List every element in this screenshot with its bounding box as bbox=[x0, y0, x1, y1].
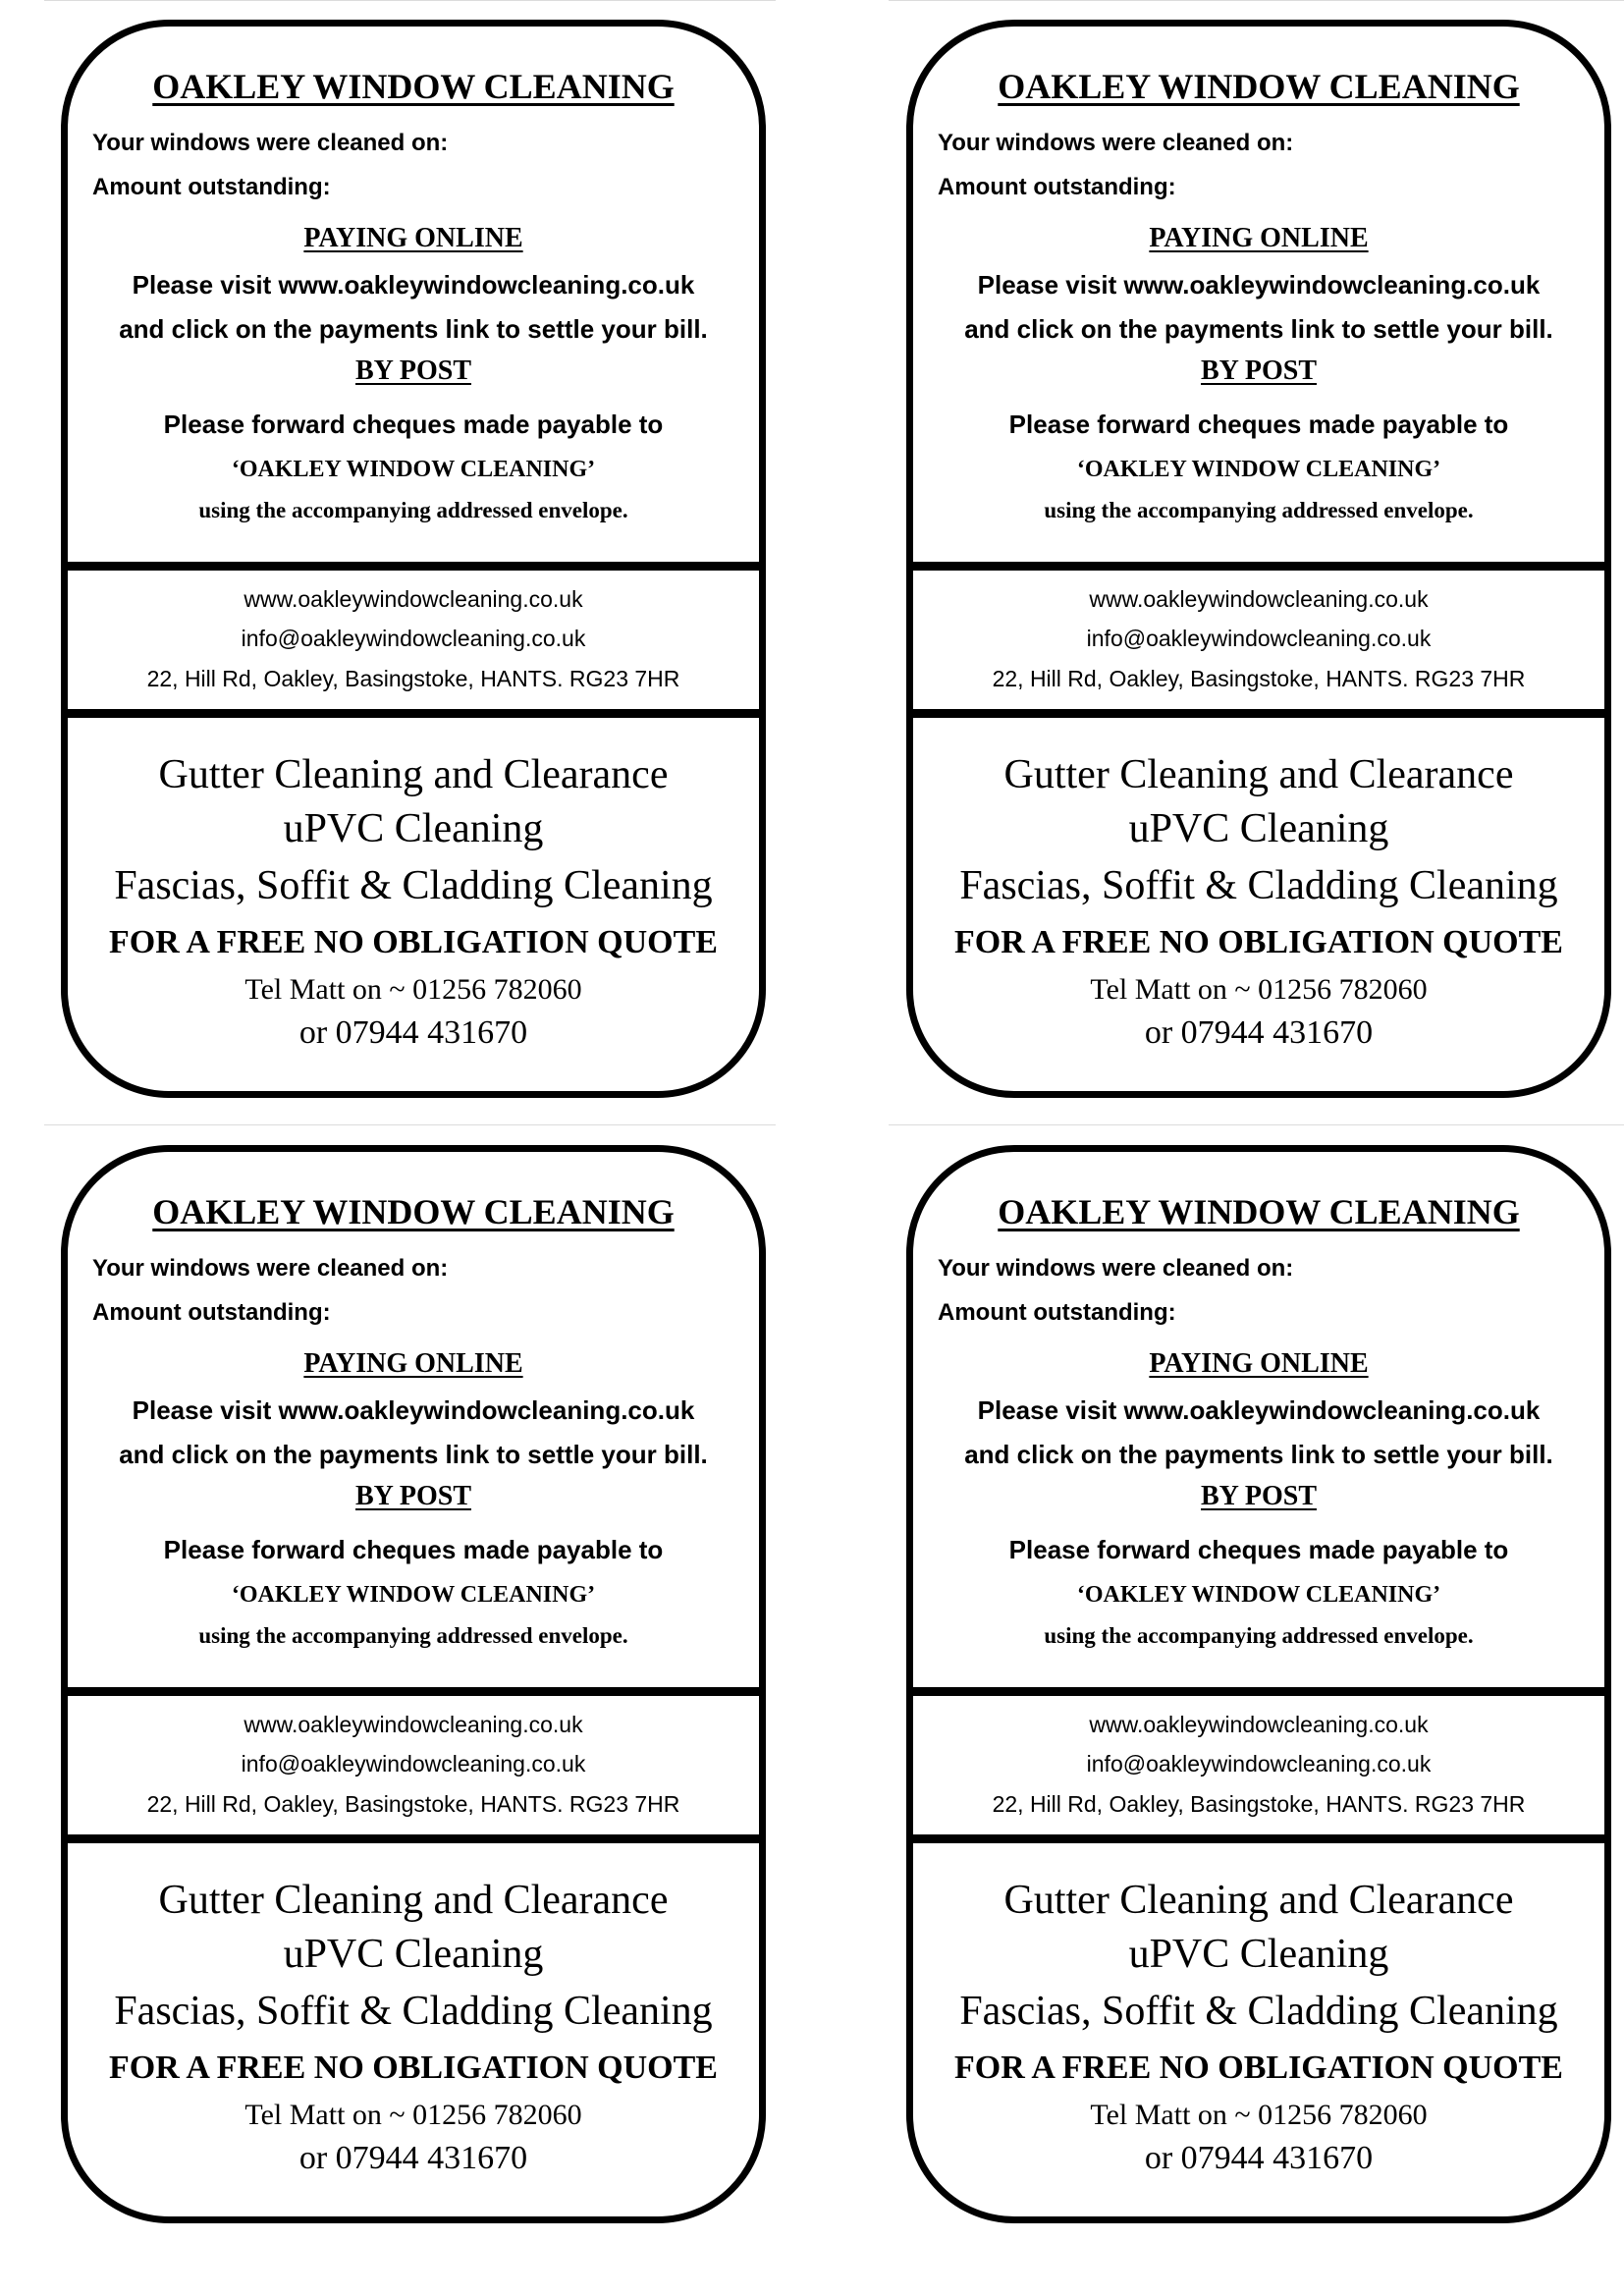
services-section bbox=[68, 718, 759, 1091]
contact-section bbox=[913, 1696, 1604, 1834]
cleaned-on-label: Your windows were cleaned on: bbox=[938, 1255, 1294, 1282]
online-instructions-line1: Please visit www.oakleywindowcleaning.co.uk bbox=[977, 1395, 1541, 1425]
service-gutter-cleaning: Gutter Cleaning and Clearance bbox=[1003, 1878, 1514, 1923]
online-instructions-line2: and click on the payments link to settle your bill. bbox=[119, 1440, 708, 1469]
payee-name: ‘OAKLEY WINDOW CLEANING’ bbox=[231, 1582, 596, 1608]
mobile-number: or 07944 431670 bbox=[298, 1014, 528, 1051]
online-instructions-line1: Please visit www.oakleywindowcleaning.co.uk bbox=[132, 1395, 695, 1425]
post-instructions-line: Please forward cheques made payable to bbox=[1008, 1535, 1509, 1564]
section-divider bbox=[68, 1834, 759, 1843]
online-instructions-line1: Please visit www.oakleywindowcleaning.co.uk bbox=[977, 270, 1541, 300]
payee-name: ‘OAKLEY WINDOW CLEANING’ bbox=[1076, 457, 1441, 482]
payment-card bbox=[61, 20, 766, 1098]
website-link[interactable]: www.oakleywindowcleaning.co.uk bbox=[1089, 1712, 1429, 1737]
section-divider bbox=[913, 562, 1604, 571]
service-upvc-cleaning: uPVC Cleaning bbox=[1128, 1932, 1389, 1977]
envelope-instructions: using the accompanying addressed envelope. bbox=[1044, 1623, 1474, 1648]
amount-outstanding-label: Amount outstanding: bbox=[938, 174, 1176, 200]
mobile-number: or 07944 431670 bbox=[1144, 2140, 1374, 2176]
contact-section bbox=[68, 571, 759, 709]
payment-section bbox=[913, 27, 1604, 562]
free-quote-heading: FOR A FREE NO OBLIGATION QUOTE bbox=[954, 2050, 1563, 2086]
email-link[interactable]: info@oakleywindowcleaning.co.uk bbox=[1086, 626, 1432, 651]
contact-section bbox=[913, 571, 1604, 709]
envelope-instructions: using the accompanying addressed envelope. bbox=[198, 1623, 628, 1648]
service-gutter-cleaning: Gutter Cleaning and Clearance bbox=[158, 1878, 669, 1923]
by-post-heading: BY POST bbox=[355, 1481, 471, 1511]
section-divider bbox=[68, 709, 759, 718]
website-link[interactable]: www.oakleywindowcleaning.co.uk bbox=[244, 586, 583, 612]
card-title: OAKLEY WINDOW CLEANING bbox=[998, 1192, 1520, 1231]
free-quote-heading: FOR A FREE NO OBLIGATION QUOTE bbox=[109, 2050, 718, 2086]
paying-online-heading: PAYING ONLINE bbox=[1149, 223, 1369, 253]
payment-section bbox=[68, 1152, 759, 1687]
card-title: OAKLEY WINDOW CLEANING bbox=[152, 1192, 675, 1231]
telephone-number: Tel Matt on ~ 01256 782060 bbox=[1090, 2099, 1428, 2131]
service-gutter-cleaning: Gutter Cleaning and Clearance bbox=[1003, 752, 1514, 797]
services-section bbox=[913, 1843, 1604, 2216]
payment-card bbox=[61, 1145, 766, 2223]
services-section bbox=[68, 1843, 759, 2216]
section-divider bbox=[913, 1834, 1604, 1843]
section-divider bbox=[913, 709, 1604, 718]
telephone-number: Tel Matt on ~ 01256 782060 bbox=[244, 973, 582, 1006]
mobile-number: or 07944 431670 bbox=[1144, 1014, 1374, 1051]
payment-card bbox=[906, 1145, 1611, 2223]
page-separator-mid-left bbox=[44, 1124, 776, 1125]
website-link[interactable]: www.oakleywindowcleaning.co.uk bbox=[1089, 586, 1429, 612]
service-upvc-cleaning: uPVC Cleaning bbox=[283, 1932, 544, 1977]
amount-outstanding-label: Amount outstanding: bbox=[938, 1299, 1176, 1326]
page-separator-top-right bbox=[889, 0, 1624, 1]
card-title: OAKLEY WINDOW CLEANING bbox=[152, 67, 675, 106]
payment-section bbox=[913, 1152, 1604, 1687]
section-divider bbox=[68, 1687, 759, 1696]
post-instructions-line: Please forward cheques made payable to bbox=[163, 410, 664, 439]
postal-address: 22, Hill Rd, Oakley, Basingstoke, HANTS. RG23 7HR bbox=[146, 666, 680, 691]
page-separator-top-left bbox=[44, 0, 776, 1]
service-fascias-cleaning: Fascias, Soffit & Cladding Cleaning bbox=[959, 863, 1558, 908]
email-link[interactable]: info@oakleywindowcleaning.co.uk bbox=[241, 1751, 586, 1777]
post-instructions-line: Please forward cheques made payable to bbox=[1008, 410, 1509, 439]
postal-address: 22, Hill Rd, Oakley, Basingstoke, HANTS. RG23 7HR bbox=[992, 666, 1526, 691]
website-link[interactable]: www.oakleywindowcleaning.co.uk bbox=[244, 1712, 583, 1737]
service-fascias-cleaning: Fascias, Soffit & Cladding Cleaning bbox=[959, 1989, 1558, 2034]
postal-address: 22, Hill Rd, Oakley, Basingstoke, HANTS. RG23 7HR bbox=[992, 1791, 1526, 1817]
online-instructions-line1: Please visit www.oakleywindowcleaning.co.uk bbox=[132, 270, 695, 300]
free-quote-heading: FOR A FREE NO OBLIGATION QUOTE bbox=[109, 924, 718, 960]
paying-online-heading: PAYING ONLINE bbox=[1149, 1348, 1369, 1379]
telephone-number: Tel Matt on ~ 01256 782060 bbox=[1090, 973, 1428, 1006]
email-link[interactable]: info@oakleywindowcleaning.co.uk bbox=[241, 626, 586, 651]
by-post-heading: BY POST bbox=[1201, 355, 1317, 386]
amount-outstanding-label: Amount outstanding: bbox=[92, 174, 331, 200]
paying-online-heading: PAYING ONLINE bbox=[303, 223, 523, 253]
by-post-heading: BY POST bbox=[355, 355, 471, 386]
service-upvc-cleaning: uPVC Cleaning bbox=[283, 806, 544, 851]
cleaned-on-label: Your windows were cleaned on: bbox=[938, 130, 1294, 156]
envelope-instructions: using the accompanying addressed envelope. bbox=[1044, 498, 1474, 522]
cleaned-on-label: Your windows were cleaned on: bbox=[92, 1255, 449, 1282]
online-instructions-line2: and click on the payments link to settle your bill. bbox=[964, 314, 1553, 344]
payee-name: ‘OAKLEY WINDOW CLEANING’ bbox=[231, 457, 596, 482]
service-fascias-cleaning: Fascias, Soffit & Cladding Cleaning bbox=[114, 863, 713, 908]
services-section bbox=[913, 718, 1604, 1091]
service-upvc-cleaning: uPVC Cleaning bbox=[1128, 806, 1389, 851]
free-quote-heading: FOR A FREE NO OBLIGATION QUOTE bbox=[954, 924, 1563, 960]
card-title: OAKLEY WINDOW CLEANING bbox=[998, 67, 1520, 106]
paying-online-heading: PAYING ONLINE bbox=[303, 1348, 523, 1379]
telephone-number: Tel Matt on ~ 01256 782060 bbox=[244, 2099, 582, 2131]
cleaned-on-label: Your windows were cleaned on: bbox=[92, 130, 449, 156]
online-instructions-line2: and click on the payments link to settle your bill. bbox=[964, 1440, 1553, 1469]
payee-name: ‘OAKLEY WINDOW CLEANING’ bbox=[1076, 1582, 1441, 1608]
section-divider bbox=[913, 1687, 1604, 1696]
section-divider bbox=[68, 562, 759, 571]
email-link[interactable]: info@oakleywindowcleaning.co.uk bbox=[1086, 1751, 1432, 1777]
post-instructions-line: Please forward cheques made payable to bbox=[163, 1535, 664, 1564]
online-instructions-line2: and click on the payments link to settle your bill. bbox=[119, 314, 708, 344]
contact-section bbox=[68, 1696, 759, 1834]
amount-outstanding-label: Amount outstanding: bbox=[92, 1299, 331, 1326]
payment-card bbox=[906, 20, 1611, 1098]
payment-section bbox=[68, 27, 759, 562]
mobile-number: or 07944 431670 bbox=[298, 2140, 528, 2176]
by-post-heading: BY POST bbox=[1201, 1481, 1317, 1511]
envelope-instructions: using the accompanying addressed envelope. bbox=[198, 498, 628, 522]
postal-address: 22, Hill Rd, Oakley, Basingstoke, HANTS. RG23 7HR bbox=[146, 1791, 680, 1817]
page-separator-mid-right bbox=[889, 1124, 1624, 1125]
service-fascias-cleaning: Fascias, Soffit & Cladding Cleaning bbox=[114, 1989, 713, 2034]
service-gutter-cleaning: Gutter Cleaning and Clearance bbox=[158, 752, 669, 797]
